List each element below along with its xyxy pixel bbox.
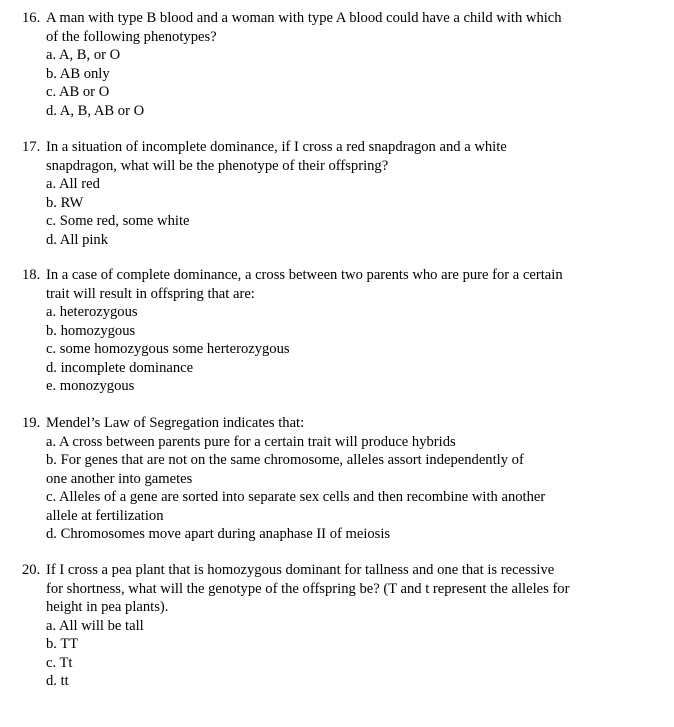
- question-text-line: Mendel’s Law of Segregation indicates that:: [46, 415, 305, 431]
- question-number: 16.: [22, 10, 41, 26]
- answer-option-e: e. monozygous: [46, 378, 135, 394]
- question-text-line: of the following phenotypes?: [46, 28, 217, 45]
- question-text-line: trait will result in offspring that are:: [46, 285, 255, 302]
- question-20: [0, 561, 640, 691]
- answer-option-a: a. All will be tall: [46, 617, 144, 634]
- answer-option-c: c. Alleles of a gene are sorted into separate sex cells and then recombine with another: [46, 489, 546, 505]
- answer-option-d: d. All pink: [46, 231, 109, 248]
- answer-option-c: c. some homozygous some herterozygous: [46, 341, 290, 357]
- question-number: 17.: [22, 139, 41, 155]
- question-text-line: In a situation of incomplete dominance, if I cross a red snapdragon and a white: [46, 139, 507, 155]
- question-text-line: In a case of complete dominance, a cross between two parents who are pure for a certain: [46, 267, 563, 283]
- answer-option-a: a. heterozygous: [46, 304, 138, 320]
- answer-option-b-continued: one another into gametes: [46, 470, 193, 487]
- question-text-line: A man with type B blood and a woman with type A blood could have a child with which: [46, 10, 562, 26]
- answer-option-b: b. AB only: [46, 65, 110, 82]
- answer-option-d: d. incomplete dominance: [46, 359, 194, 376]
- answer-option-a: a. A, B, or O: [46, 47, 121, 63]
- question-16: [0, 9, 640, 120]
- question-text-line: height in pea plants).: [46, 599, 169, 615]
- question-number: 19.: [22, 415, 41, 431]
- answer-option-c: c. Some red, some white: [46, 213, 190, 229]
- answer-option-b: b. TT: [46, 636, 79, 652]
- question-text-line: snapdragon, what will be the phenotype of their offspring?: [46, 157, 389, 174]
- answer-option-d: d. A, B, AB or O: [46, 102, 145, 119]
- question-number: 20.: [22, 562, 41, 578]
- answer-option-d: d. Chromosomes move apart during anaphase II of meiosis: [46, 526, 391, 542]
- answer-option-c-continued: allele at fertilization: [46, 507, 164, 524]
- answer-option-c: c. Tt: [46, 654, 73, 671]
- answer-option-b: b. For genes that are not on the same chromosome, alleles assort independently of: [46, 452, 524, 468]
- answer-option-d: d. tt: [46, 673, 69, 689]
- answer-option-b: b. RW: [46, 194, 84, 211]
- question-19: [0, 414, 640, 544]
- question-number: 18.: [22, 267, 41, 283]
- question-text-line: If I cross a pea plant that is homozygous dominant for tallness and one that is recessive: [46, 562, 555, 578]
- question-text-line: for shortness, what will the genotype of the offspring be? (T and t represent the alleles for: [46, 580, 570, 597]
- question-18: [0, 266, 640, 396]
- answer-option-a: a. All red: [46, 176, 100, 192]
- answer-option-b: b. homozygous: [46, 322, 136, 339]
- question-17: [0, 138, 640, 249]
- answer-option-c: c. AB or O: [46, 84, 110, 100]
- answer-option-a: a. A cross between parents pure for a certain trait will produce hybrids: [46, 433, 456, 450]
